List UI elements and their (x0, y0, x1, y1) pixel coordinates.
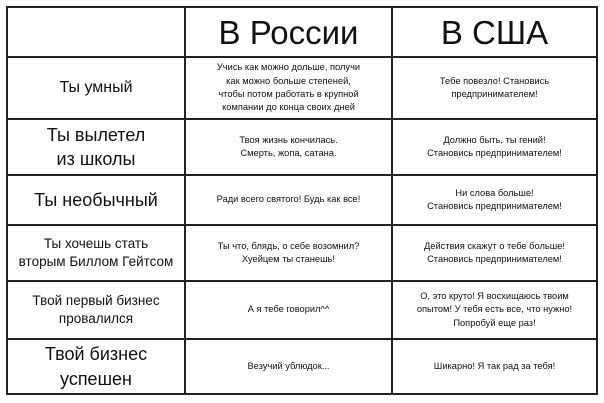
cell-line: Тебе повезло! Становись (439, 75, 550, 86)
row-label-line: провалился (58, 311, 134, 326)
cell-line: Хуейцем ты станешь! (242, 254, 335, 264)
cell-line: Становись предпринимателем! (427, 201, 562, 211)
usa-cell (392, 57, 597, 119)
table-row (7, 339, 597, 394)
row-label-line: Ты вылетел (46, 124, 146, 145)
usa-cell (392, 119, 597, 175)
usa-cell (392, 225, 597, 281)
cell-line: Ни слова больше! (455, 187, 534, 198)
table-row (7, 281, 597, 339)
table-row (7, 119, 597, 175)
row-label-line: Твой бизнес (44, 344, 148, 365)
usa-cell (392, 339, 597, 394)
cell-line: А я тебе говорил^^ (247, 304, 330, 315)
cell-line: Должно быть, ты гений! (443, 134, 546, 145)
table-row (7, 175, 597, 225)
header-row (7, 7, 597, 57)
row-label (7, 225, 185, 281)
russia-cell (185, 281, 392, 339)
cell-line: предпринимателем! (451, 89, 538, 99)
table-row (7, 57, 597, 119)
row-label (7, 175, 185, 225)
row-label (7, 281, 185, 339)
row-label (7, 57, 185, 119)
cell-line: как можно больше степеней, (226, 75, 351, 86)
cell-line: Попробуй еще раз! (453, 317, 536, 328)
russia-cell (185, 225, 392, 281)
comparison-table-container (6, 6, 596, 393)
comparison-table (6, 6, 598, 395)
cell-line: Везучий ублюдок... (247, 360, 330, 371)
cell-line: Ты что, блядь, о себе возомнил? (217, 240, 360, 251)
row-label (7, 119, 185, 175)
row-label-line: успешен (60, 368, 132, 389)
column-header-russia: В России (185, 7, 392, 57)
row-label-line: из школы (56, 149, 136, 169)
row-label-line: Ты необычный (34, 189, 158, 210)
cell-line: Смерть, жопа, сатана. (240, 148, 337, 158)
cell-line: Действия скажут о тебе больше! (424, 240, 565, 251)
cell-line: О, это круто! Я восхищаюсь твоим (420, 290, 569, 301)
cell-line: Ради всего святого! Будь как все! (216, 194, 361, 205)
cell-line: Становись предпринимателем! (427, 254, 562, 264)
cell-line: опытом! У тебя есть все, что нужно! (416, 304, 573, 315)
column-header-usa: В США (392, 7, 597, 57)
cell-line: Шикарно! Я так рад за тебя! (433, 360, 556, 371)
cell-line: Твоя жизнь кончилась. (239, 134, 338, 145)
corner-cell (7, 7, 185, 57)
cell-line: Учись как можно дольше, получи (216, 62, 361, 73)
row-label-line: Ты хочешь стать (43, 235, 149, 251)
row-label-line: Ты умный (59, 79, 133, 97)
russia-cell (185, 57, 392, 119)
row-label-line: вторым Биллом Гейтсом (18, 254, 174, 269)
cell-line: Становись предпринимателем! (427, 148, 562, 158)
table-row (7, 225, 597, 281)
usa-cell (392, 281, 597, 339)
russia-cell (185, 339, 392, 394)
russia-cell (185, 119, 392, 175)
row-label-line: Твой первый бизнес (32, 292, 160, 308)
cell-line: компании до конца своих дней (222, 102, 355, 113)
russia-cell (185, 175, 392, 225)
cell-line: чтобы потом работать в крупной (218, 89, 359, 99)
usa-cell (392, 175, 597, 225)
row-label (7, 339, 185, 394)
